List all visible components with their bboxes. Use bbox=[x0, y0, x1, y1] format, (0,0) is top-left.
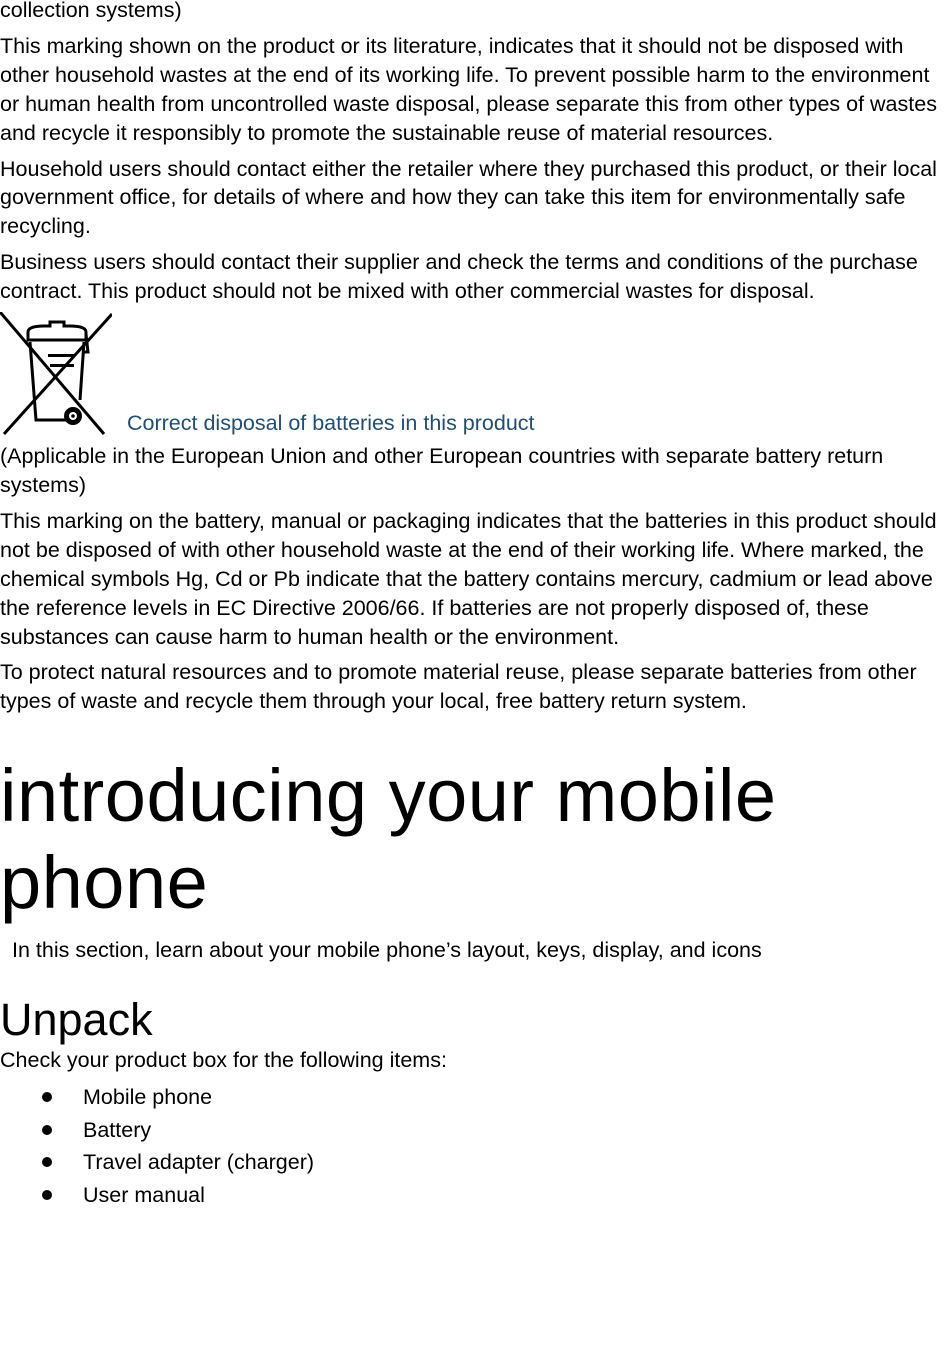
battery-paragraph-3: To protect natural resources and to promote material reuse, please separate batteries from other types of waste and recycle them through your local, free battery return system. bbox=[0, 660, 917, 714]
list-item-label: Mobile phone bbox=[83, 1085, 213, 1110]
bullet-icon bbox=[42, 1157, 52, 1167]
chapter-title-line-2: phone bbox=[0, 841, 209, 925]
unpack-heading: Unpack bbox=[0, 994, 153, 1046]
box-contents-list bbox=[0, 1081, 945, 1211]
chapter-intro: In this section, learn about your mobile phone’s layout, keys, display, and icons bbox=[12, 938, 762, 963]
weee-paragraph-2: Household users should contact either the retailer where they purchased this product, or their local government office, for details of where and how they can take this item for environmentally safe recycling. bbox=[0, 156, 937, 239]
list-item-label: Travel adapter (charger) bbox=[83, 1150, 315, 1175]
weee-paragraph-3: Business users should contact their supplier and check the terms and conditions of the purchase contract. This product should not be mixed with other commercial wastes for disposal. bbox=[0, 250, 918, 304]
battery-paragraph-2: This marking on the battery, manual or packaging indicates that the batteries in this product should not be disposed of with other household waste at the end of their working life. Where marked, the chemical symbols Hg, Cd or Pb indicate that the battery contains mercury, cadmium or lead above the reference levels in EC Directive 2006/66. If batteries are not properly disposed of, these substances can cause harm to human health or the environment. bbox=[0, 508, 937, 649]
bullet-icon bbox=[42, 1092, 52, 1102]
chapter-title bbox=[0, 752, 945, 926]
list-item-label: Battery bbox=[83, 1117, 152, 1142]
battery-disposal-header bbox=[0, 312, 945, 442]
crossed-out-wheelie-bin-icon bbox=[0, 312, 112, 436]
list-item bbox=[0, 1114, 945, 1147]
weee-paragraph-1: This marking shown on the product or its literature, indicates that it should not be disposed with other household wastes at the end of its working life. To prevent possible harm to the environment or human health from uncontrolled waste disposal, please separate this from other types of wastes and recycle it responsibly to promote the sustainable reuse of material resources. bbox=[0, 33, 937, 145]
list-item bbox=[0, 1146, 945, 1179]
list-item bbox=[0, 1081, 945, 1114]
battery-disposal-heading: Correct disposal of batteries in this product bbox=[127, 411, 535, 436]
bullet-icon bbox=[42, 1125, 52, 1135]
unpack-intro: Check your product box for the following items: bbox=[0, 1048, 447, 1073]
list-item bbox=[0, 1179, 945, 1212]
intro-fragment: collection systems) bbox=[0, 0, 182, 22]
battery-paragraph-1: (Applicable in the European Union and other European countries with separate battery return systems) bbox=[0, 444, 884, 497]
chapter-title-line-1: introducing your mobile bbox=[0, 754, 777, 838]
bullet-icon bbox=[42, 1190, 52, 1200]
list-item-label: User manual bbox=[83, 1182, 205, 1207]
